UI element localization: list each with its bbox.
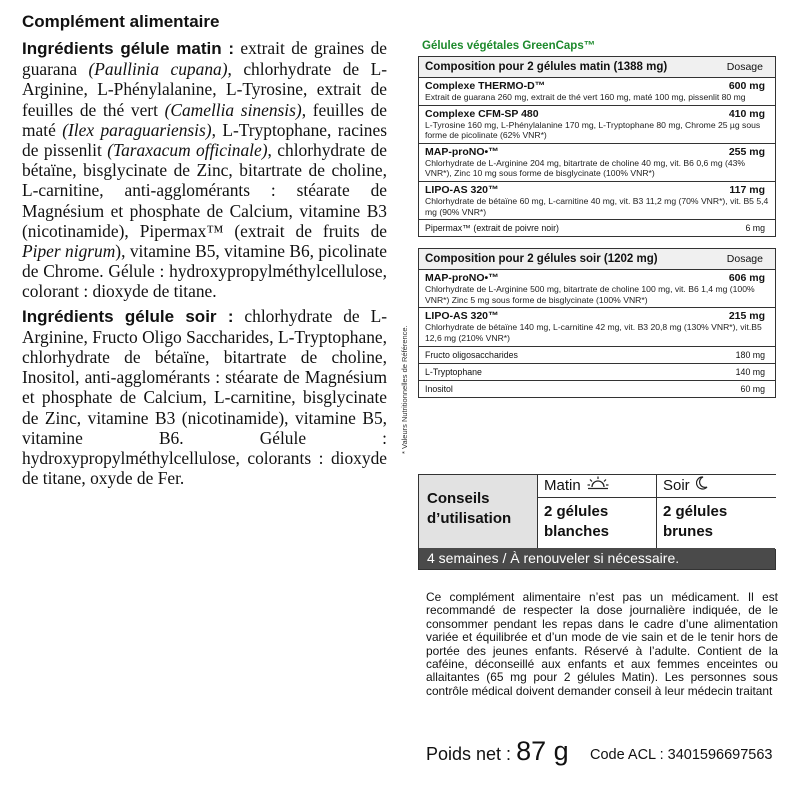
net-weight <box>426 736 569 767</box>
table-header-title: Composition pour 2 gélules matin (1388 mg) <box>425 61 668 73</box>
reference-values-note <box>398 296 412 456</box>
evening-ingredients <box>22 306 387 489</box>
complex-description: Chlorhydrate de L-Arginine 500 mg, bitartrate de choline 100 mg, vit. B6 1,4 mg (100% VNR*) Zinc 5 mg sous forme de bisglycinate (100% VNR*) <box>425 284 755 305</box>
ingredient-dose: 180 mg <box>735 349 765 360</box>
usage-title-line2: d’utilisation <box>427 510 512 527</box>
complex-dose: 255 mg <box>728 145 765 158</box>
sunrise-icon <box>587 475 609 497</box>
capsules-title: Gélules végétales GreenCaps™ <box>422 40 596 52</box>
dosage-header: Dosage <box>726 61 763 73</box>
complex-dose: 215 mg <box>728 310 765 323</box>
ingredient-name: Fructo oligosaccharides <box>425 349 518 360</box>
table-header-title: Composition pour 2 gélules soir (1202 mg) <box>425 253 658 266</box>
ingredient-text: , chlorhydrate de L-Arginine, L-Phénylalanine, L-Tyrosine, extrait de feuilles de thé vert <box>22 59 387 120</box>
ingredients-column <box>22 12 387 492</box>
evening-ingredients-label: Ingrédients gélule soir : <box>22 306 234 326</box>
complex-description: Extrait de guarana 260 mg, extrait de thé vert 160 mg, maté 100 mg, pissenlit 80 mg <box>425 92 746 102</box>
table-row <box>419 144 775 182</box>
usage-title-cell <box>419 475 537 548</box>
ingredient-name: Inositol <box>425 383 453 394</box>
morning-usage-cell <box>537 475 657 548</box>
table-row <box>419 347 775 364</box>
ingredient-name: L-Tryptophane <box>425 366 482 377</box>
complex-name: LIPO-AS 320™ <box>425 183 499 196</box>
ingredient-text: extrait de graines de guarana <box>22 38 387 80</box>
complex-name: LIPO-AS 320™ <box>425 310 499 323</box>
ingredient-text: ), vitamine B5, vitamine B6, picolinate de Chrome. Gélule : hydroxypropylméthylcellulose, colorant : dioxyde de titane. <box>22 241 388 302</box>
usage-box <box>418 474 776 570</box>
morning-ingredients <box>22 38 387 302</box>
table-header <box>419 57 775 78</box>
usage-duration: 4 semaines / À renouveler si nécessaire. <box>419 548 775 569</box>
acl-code: Code ACL : 3401596697563 <box>590 747 773 763</box>
crescent-moon-icon <box>696 475 708 497</box>
complex-name: MAP-proNO•™ <box>425 145 499 158</box>
composition-column <box>418 40 778 398</box>
morning-composition-table <box>418 56 776 237</box>
page-title: Complément alimentaire <box>22 12 220 31</box>
ingredient-text: chlorhydrate de L-Arginine, Fructo Oligo Saccharides, L-Tryptophane, chlorhydrate de bétaïne, bitartrate de choline, Inositol, anti-agglomérants : stéarate de Magnésium et phosphate de Calcium, L-carnitine, bisglycinate de Zinc, vitamine B3 (nicotinamide), vitamine B5, vitamine B6. Gélule : hydroxypropylméthylcellulose, colorants : dioxyde de titane, oxyde de Fer. <box>22 305 387 489</box>
complex-description: Chlorhydrate de L-Arginine 204 mg, bitartrate de choline 40 mg, vit. B6 0,6 mg (43% VNR*), Zinc 10 mg sous forme de bisglycinate (100% VNR*) <box>425 157 746 179</box>
evening-dose-line2: brunes <box>663 523 714 540</box>
evening-usage-cell <box>656 475 776 548</box>
latin-name: (Ilex paraguariensis) <box>62 119 212 140</box>
complex-dose: 117 mg <box>729 183 765 196</box>
latin-name: (Paullinia cupana) <box>88 59 228 80</box>
ingredient-name: Pipermax™ (extrait de poivre noir) <box>425 223 559 234</box>
net-weight-value: 87 g <box>516 736 569 766</box>
complex-dose: 600 mg <box>728 80 765 92</box>
ingredient-dose: 60 mg <box>740 383 765 394</box>
net-weight-label: Poids net : <box>426 744 512 764</box>
evening-composition-table <box>418 248 776 397</box>
ingredient-dose: 140 mg <box>735 366 765 377</box>
complex-description: Chlorhydrate de bétaïne 60 mg, L-carnitine 40 mg, vit. B3 11,2 mg (70% VNR*), vit. B5 5,4 mg (90% VNR*) <box>425 195 769 217</box>
table-row <box>419 270 775 308</box>
complex-name: MAP-proNO•™ <box>425 272 499 285</box>
table-row <box>419 308 775 346</box>
table-row <box>419 78 775 106</box>
table-row <box>419 381 775 397</box>
ingredient-text: , feuilles de maté <box>22 99 387 140</box>
evening-label: Soir <box>663 477 690 494</box>
disclaimer: Ce complément alimentaire n’est pas un médicament. Il est recommandé de respecter la dose journalière indiquée, de le consommer pendant les repas dans le cadre d’une alimentation variée et équilibrée et d’un mode de vie sain et de le tenir hors de portée des jeunes enfants. Réservé à l’adulte. Contient de la caféine, déconseillé aux enfants et aux femmes enceintes ou allaitantes (65 mg pour 2 gélules Matin). Les personnes sous contrôle médical doivent demander conseil à leur médecin traitant <box>426 590 778 698</box>
complex-name: Complexe CFM-SP 480 <box>425 107 539 120</box>
table-row <box>419 106 775 144</box>
complex-dose: 606 mg <box>728 272 765 285</box>
complex-description: L-Tyrosine 160 mg, L-Phénylalanine 170 mg, L-Tryptophane 80 mg, Chrome 25 µg sous forme de picolinate (62% VNR*) <box>425 119 761 141</box>
complex-name: Complexe THERMO-D™ <box>425 80 546 92</box>
latin-name: (Camellia sinensis) <box>164 99 302 120</box>
complex-dose: 410 mg <box>728 107 765 120</box>
dosage-header: Dosage <box>726 253 763 266</box>
usage-title-line1: Conseils <box>427 490 490 507</box>
latin-name: Piper nigrum <box>22 241 116 262</box>
table-row <box>419 182 775 220</box>
reference-values-text: * Valeurs Nutritionnelles de Référence. <box>400 325 409 454</box>
morning-label: Matin <box>544 477 581 494</box>
morning-ingredients-label: Ingrédients gélule matin : <box>22 39 235 58</box>
evening-dose-line1: 2 gélules <box>663 503 728 520</box>
latin-name: (Taraxacum officinale) <box>107 140 268 161</box>
morning-dose-line2: blanches <box>544 523 610 540</box>
complex-description: Chlorhydrate de bétaïne 140 mg, L-carnitine 42 mg, vit. B3 20,8 mg (130% VNR*), vit.B5 12,6 mg (210% VNR*) <box>425 322 762 343</box>
table-header <box>419 249 775 270</box>
table-row <box>419 364 775 381</box>
ingredient-text: , chlorhydrate de bétaïne, bisglycinate de Zinc, bitartrate de choline, L-carnitine, anti-agglomérants : stéarate de Magnésium et phosphate de Calcium, vitamine B3 (nicotinamide), Pipermax™ (extrait de fruits de <box>22 140 387 241</box>
ingredient-text: , L-Tryptophane, racines de pissenlit <box>22 119 387 161</box>
table-row <box>419 220 775 236</box>
ingredient-dose: 6 mg <box>745 223 765 234</box>
morning-dose-line1: 2 gélules <box>544 503 609 520</box>
